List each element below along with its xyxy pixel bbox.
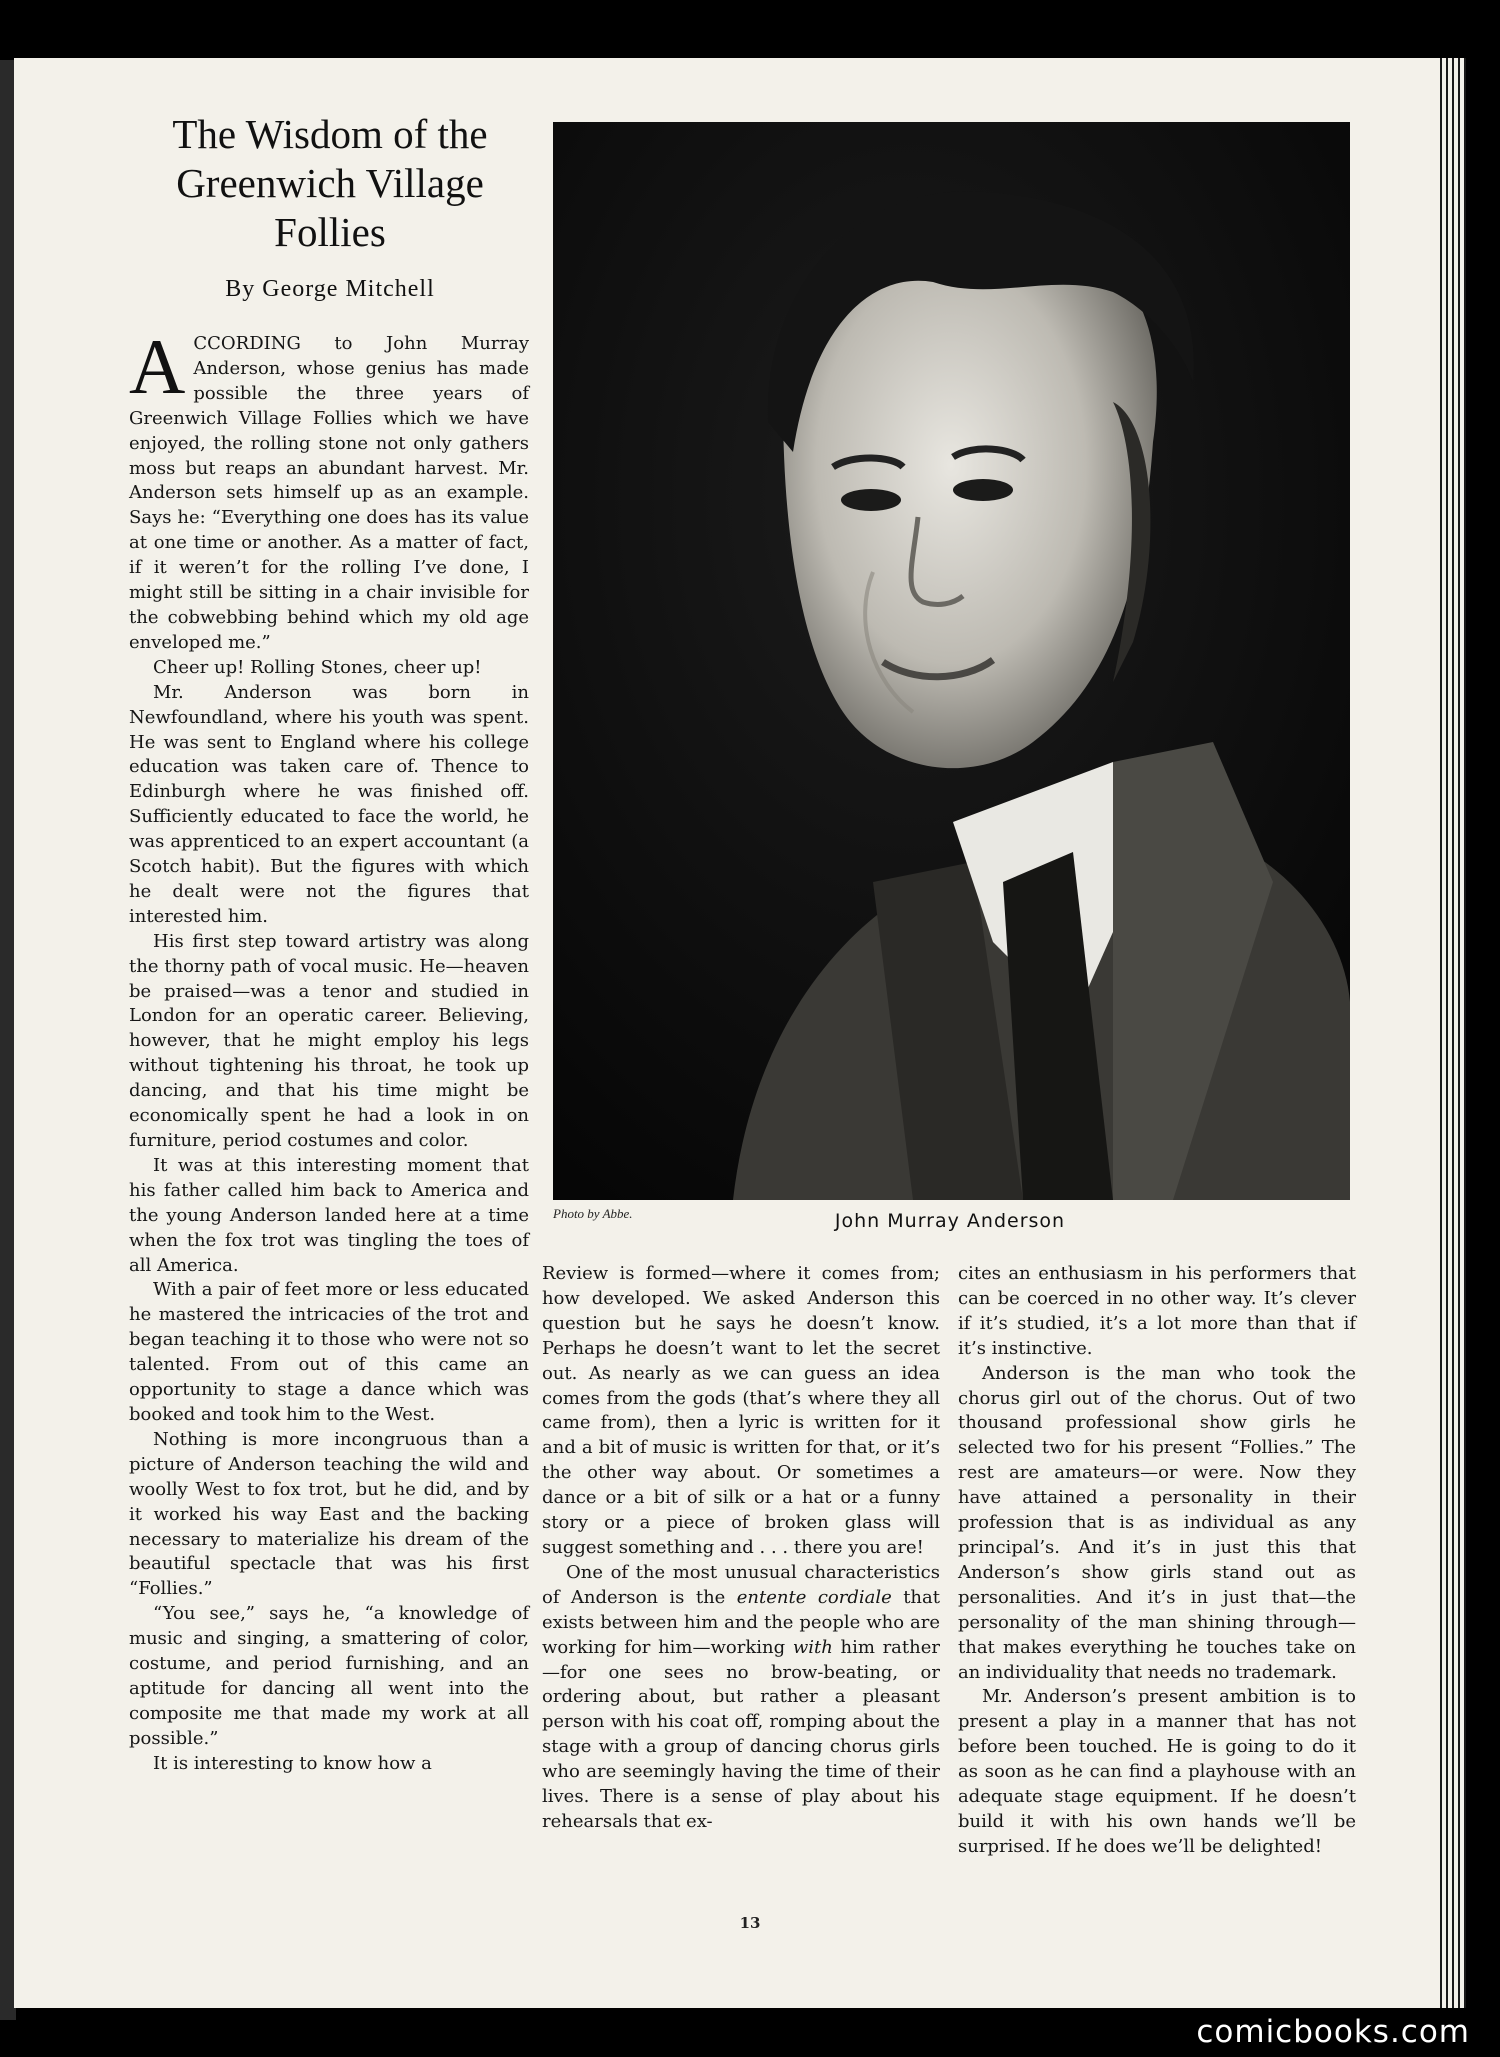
paragraph: Anderson is the man who took the chorus girl out of the chorus. Out of two thousand professional show girls he selected two for his present “Follies.” The rest are amateurs—or were. Now they have attained a personality in their profession that is as individual as any principal’s. And it’s in just this that Anderson’s show girls stand out as personalities. And it’s in just that—the personality of the man shining through—that makes everything he touches take on an individuality that needs no trademark. xyxy=(958,1362,1356,1683)
drop-cap: A xyxy=(129,323,186,410)
title-line: The Wisdom of the xyxy=(172,111,488,157)
paragraph: Cheer up! Rolling Stones, cheer up! xyxy=(153,656,482,678)
paragraph xyxy=(542,1561,940,1835)
emphasis-text: entente cordiale xyxy=(736,1586,892,1608)
paragraph: With a pair of feet more or less educated he mastered the intricacies of the trot and began teaching it to those who were not so talented. From out of this came an opportunity to stage a dance which was booked and took him to the West. xyxy=(129,1279,529,1425)
paragraph: Mr. Anderson’s present ambition is to present a play in a manner that has not before been touched. He is going to do it as soon as he can find a playhouse with an adequate stage equipment. If he doesn’t build it with his own hands we’ll be surprised. If he does we’ll be delighted! xyxy=(958,1686,1356,1857)
paragraph: cites an enthusiasm in his performers that can be coerced in no other way. It’s clever if it’s studied, it’s a lot more than that if it’s instinctive. xyxy=(958,1263,1356,1359)
paragraph xyxy=(129,323,529,656)
title-line: Follies xyxy=(274,209,386,255)
paragraph: “You see,” says he, “a knowledge of music and singing, a smattering of color, costume, and period furnishing, and an aptitude for dancing all went into the composite me that made my work at all possible.” xyxy=(129,1603,529,1749)
photo-credit: Photo by Abbe. xyxy=(553,1206,633,1221)
paragraph: It was at this interesting moment that his father called him back to America and the young Anderson landed here at a time when the fox trot was tingling the toes of all America. xyxy=(129,1154,529,1276)
watermark: comicbooks.com xyxy=(1196,2014,1470,2050)
paragraph-text: that exists between him and the people who are working for him—working xyxy=(542,1586,940,1658)
paragraph: It is interesting to know how a xyxy=(153,1752,432,1774)
text-column-1 xyxy=(129,323,529,1777)
page-stack-edge xyxy=(1436,58,1466,2008)
paragraph-text: One of the most unusual characteristics of Anderson is the xyxy=(542,1561,940,1608)
title-line: Greenwich Village xyxy=(176,160,484,206)
paragraph-text: CCORDING to John Murray Anderson, whose genius has made possible the three years of Greenwich Village Follies which we have enjoyed, the rolling stone not only gathers moss but reaps an abundant harvest. Mr. Anderson sets himself up as an example. Says he: “Everything one does has its value at one time or another. As a matter of fact, if it weren’t for the rolling I’ve done, I might still be sitting in a chair invisible for the cobwebbing behind which my old age enveloped me.” xyxy=(129,333,529,653)
paragraph: Nothing is more incongruous than a picture of Anderson teaching the wild and woolly West to fox trot, but he did, and by it worked his way East and the backing necessary to materialize his dream of the beautiful spectacle that was his first “Follies.” xyxy=(129,1428,529,1600)
page-number: 13 xyxy=(739,1914,761,1932)
emphasis-text: with xyxy=(792,1636,833,1658)
paragraph: Mr. Anderson was born in Newfoundland, where his youth was spent. He was sent to England where his college education was taken care of. Thence to Edinburgh where he was finished off. Sufficiently educated to face the world, he was apprenticed to an expert accountant (a Scotch habit). But the figures with which he dealt were not the figures that interested him. xyxy=(129,681,529,927)
text-column-2 xyxy=(542,1262,940,1835)
photo-caption: John Murray Anderson xyxy=(834,1210,1066,1232)
article-title xyxy=(120,110,540,257)
paragraph: His first step toward artistry was along the thorny path of vocal music. He—heaven be praised—was a tenor and studied in London for an operatic career. Believing, however, that he might employ his legs without tightening his throat, he took up dancing, and that his time might be economically spent he had a look in on furniture, period costumes and color. xyxy=(129,930,529,1151)
paragraph: Review is formed—where it comes from; how developed. We asked Anderson this question but he says he doesn’t know. Perhaps he doesn’t want to let the secret out. As nearly as we can guess an idea comes from the gods (that’s where they all came from), then a lyric is written for it and a bit of music is written for that, or it’s the other way about. Or sometimes a dance or a bit of silk or a hat or a funny story or a piece of broken glass will suggest something and . . . there you are! xyxy=(542,1263,940,1558)
text-column-3 xyxy=(958,1262,1356,1860)
byline: By George Mitchell xyxy=(225,276,435,302)
paragraph-text: him rather—for one sees no brow-beating, or ordering about, but rather a pleasant person with his coat off, romping about the stage with a group of dancing chorus girls who are seemingly having the time of their lives. There is a sense of play about his rehearsals that ex- xyxy=(542,1636,940,1832)
portrait-photo xyxy=(553,122,1350,1200)
